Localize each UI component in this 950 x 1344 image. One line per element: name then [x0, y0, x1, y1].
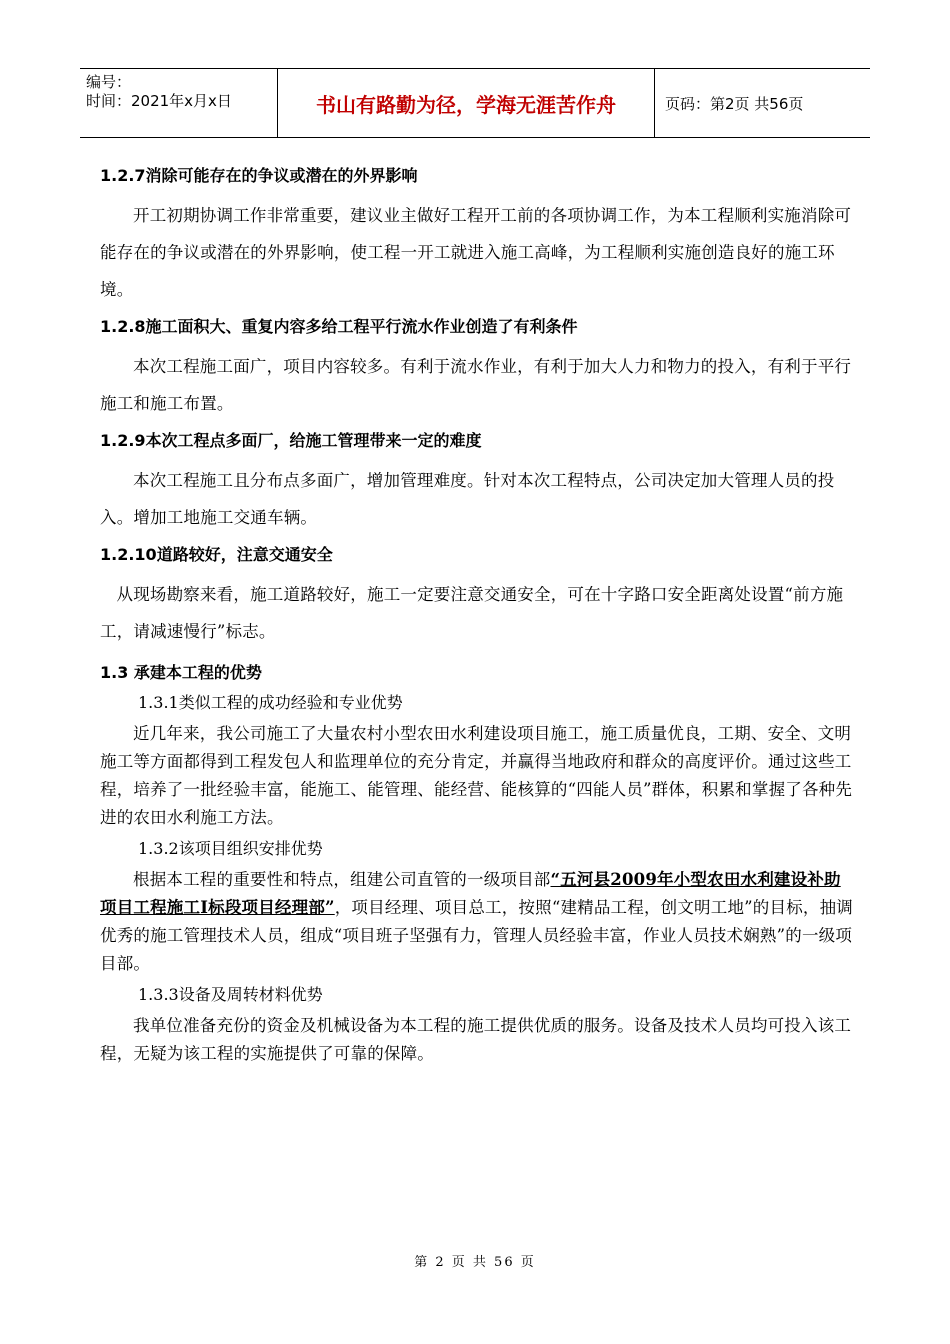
- section-1-3-3-heading: 1.3.3设备及周转材料优势: [138, 985, 323, 1004]
- header-meta: [80, 69, 278, 137]
- section-1-3-1-paragraph: 近几年来，我公司施工了大量农村小型农田水利建设项目施工，施工质量优良，工期、安全、文明施工等方面都得到工程发包人和监理单位的充分肯定，并赢得当地政府和群众的高度评价。通过这些工程，培养了一批经验丰富，能施工、能管理、能经营、能核算的“四能人员”群体，积累和掌握了各种先进的农田水利施工方法。: [100, 724, 853, 827]
- document-time: 时间：2021年x月x日: [86, 92, 232, 110]
- section-1-2-9-paragraph: 本次工程施工且分布点多面广，增加管理难度。针对本次工程特点，公司决定加大管理人员的投入。增加工地施工交通车辆。: [100, 471, 835, 527]
- section-1-2-9-heading: 1.2.9本次工程点多面厂，给施工管理带来一定的难度: [100, 431, 482, 450]
- section-1-3-1-heading: 1.3.1类似工程的成功经验和专业优势: [138, 693, 403, 712]
- section-1-2-10-heading: 1.2.10道路较好，注意交通安全: [100, 545, 333, 564]
- project-department-name: “五河县2009年小型农田水利建设补助项目工程施工Ⅰ标段项目经理部”: [100, 870, 841, 917]
- section-1-3-3-paragraph: 我单位准备充份的资金及机械设备为本工程的施工提供优质的服务。设备及技术人员均可投入该工程，无疑为该工程的实施提供了可靠的保障。: [100, 1016, 852, 1063]
- section-1-3-2-paragraph: [100, 866, 855, 978]
- section-1-2-7-paragraph: 开工初期协调工作非常重要，建议业主做好工程开工前的各项协调工作，为本工程顺利实施消除可能存在的争议或潜在的外界影响，使工程一开工就进入施工高峰，为工程顺利实施创造良好的施工环境。: [100, 206, 852, 299]
- section-1-3-2-text-a: 根据本工程的重要性和特点，组建公司直管的一级项目部: [133, 870, 551, 889]
- page-header: [80, 68, 870, 138]
- section-1-3-heading: 1.3 承建本工程的优势: [100, 663, 262, 682]
- section-1-2-7-heading: 1.2.7消除可能存在的争议或潜在的外界影响: [100, 166, 418, 185]
- header-motto: 书山有路勤为径，学海无涯苦作舟: [278, 69, 655, 137]
- section-1-2-10-paragraph: 从现场勘察来看，施工道路较好，施工一定要注意交通安全，可在十字路口安全距离处设置“前方施工，请减速慢行”标志。: [100, 585, 844, 641]
- section-1-2-8-paragraph: 本次工程施工面广，项目内容较多。有利于流水作业，有利于加大人力和物力的投入，有利于平行施工和施工布置。: [100, 357, 852, 413]
- header-page-info: 页码：第2页 共56页: [665, 94, 804, 113]
- page-footer: 第 2 页 共 56 页: [414, 1255, 536, 1270]
- document-number: 编号：: [86, 73, 132, 91]
- section-1-2-8-heading: 1.2.8施工面积大、重复内容多给工程平行流水作业创造了有利条件: [100, 317, 578, 336]
- document-body: [100, 165, 855, 1074]
- section-1-3-2-text-b: ，项目经理、项目总工，按照“建精品工程，创文明工地”的目标，抽调优秀的施工管理技术人员，组成“项目班子坚强有力，管理人员经验丰富，作业人员技术娴熟”的一级项目部。: [100, 898, 853, 973]
- section-1-3-2-heading: 1.3.2该项目组织安排优势: [138, 839, 323, 858]
